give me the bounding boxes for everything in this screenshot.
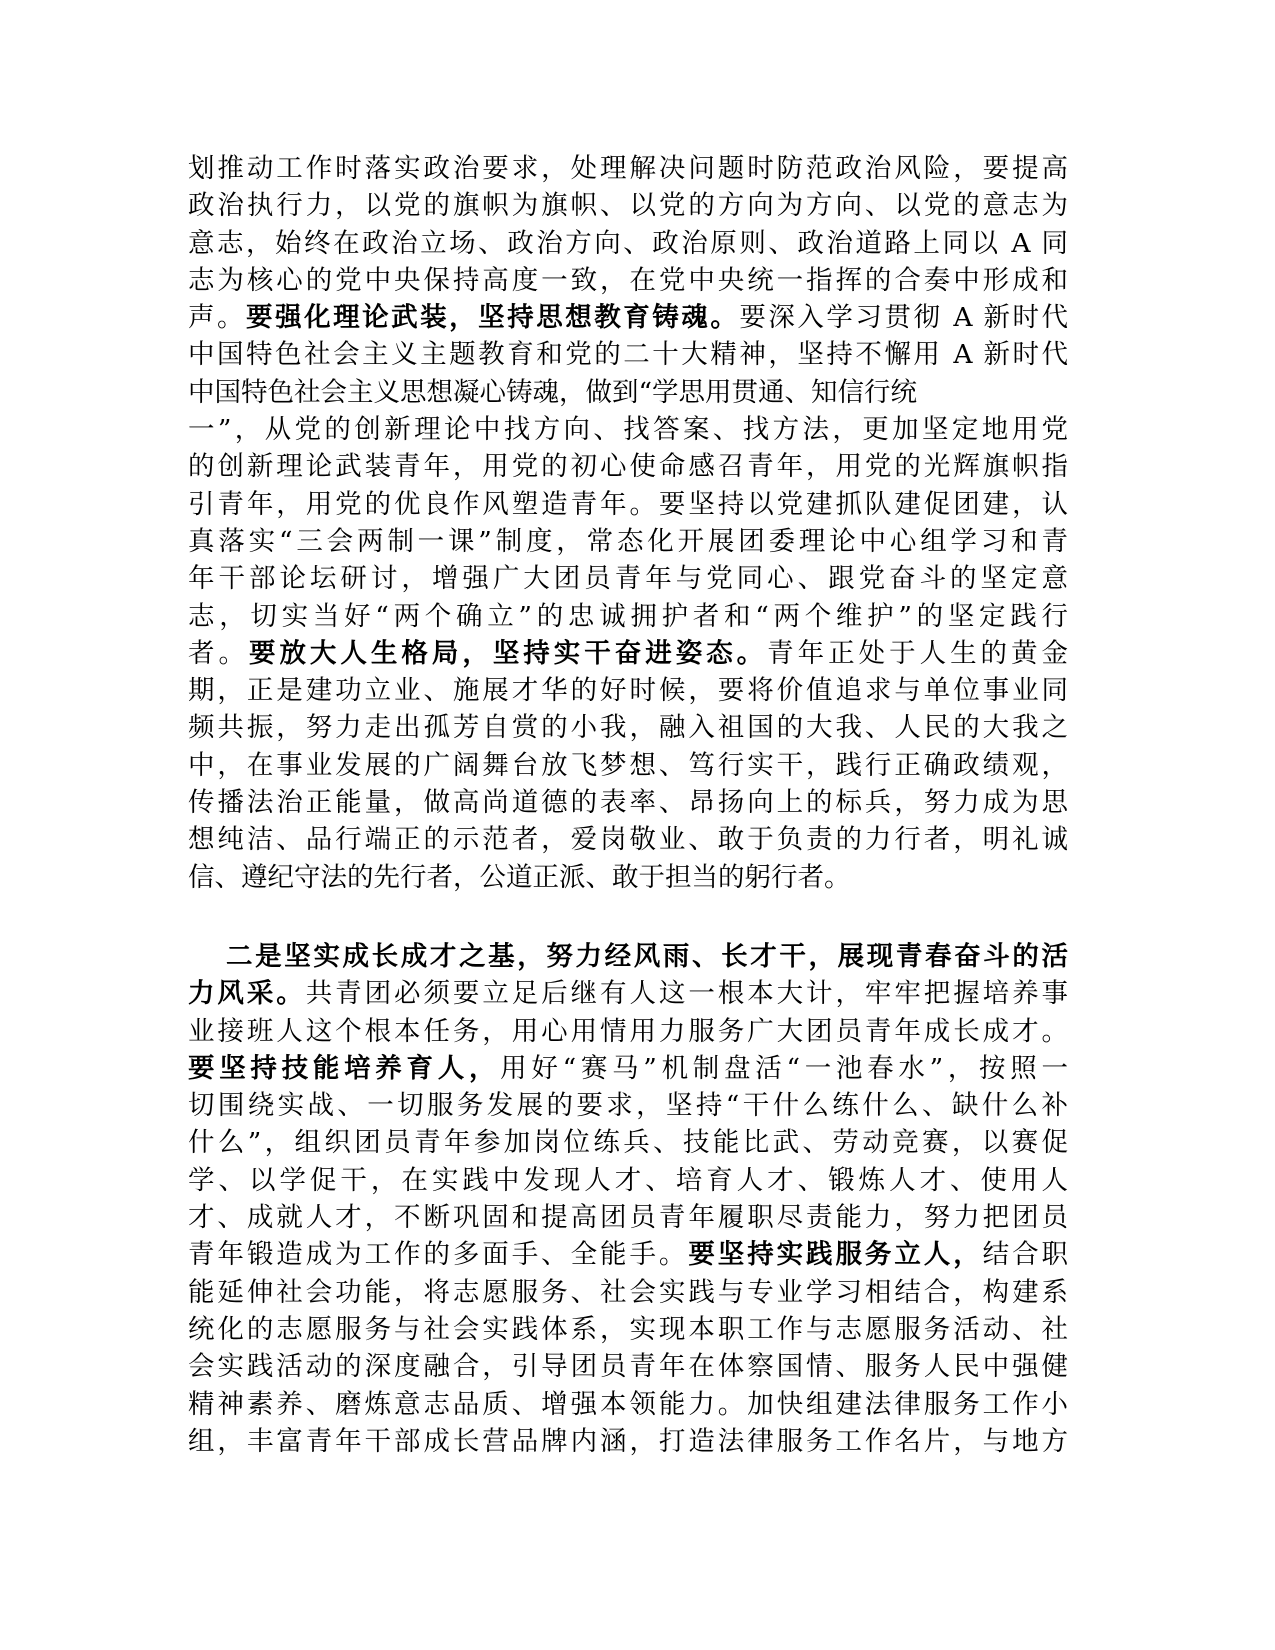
bold-heading: 二是坚实成长成才之基，努力经风雨、长才干，展现青春奋斗的活 <box>226 941 1068 972</box>
text-line: 切围绕实战、一切服务发展的要求，坚持“干什么练什么、缺什么补 <box>188 1090 1068 1122</box>
text-line: 者。要放大人生格局，坚持实干奋进姿态。青年正处于人生的黄金 <box>188 637 1069 669</box>
text-line: 力风采。共青团必须要立足后继有人这一根本大计，牢牢把握培养事 <box>188 978 1069 1010</box>
text-line: 声。要强化理论武装，坚持思想教育铸魂。要深入学习贯彻 A 新时代 <box>188 302 1069 334</box>
text-line: 志为核心的党中央保持高度一致，在党中央统一指挥的合奏中形成和 <box>188 264 1068 296</box>
text-line: 什么”，组织团员青年参加岗位练兵、技能比武、劳动竞赛，以赛促 <box>188 1127 1068 1159</box>
text-line: 信、遵纪守法的先行者，公道正派、敢于担当的躬行者。 <box>188 861 851 893</box>
text-line: 真落实“三会两制一课”制度，常态化开展团委理论中心组学习和青 <box>188 525 1068 557</box>
text-line: 频共振，努力走出孤芳自赏的小我，融入祖国的大我、人民的大我之 <box>188 712 1068 744</box>
text-line: 划推动工作时落实政治要求，处理解决问题时防范政治风险，要提高 <box>188 153 1068 184</box>
bold-heading: 力风采。 <box>188 978 306 1010</box>
text-line: 意志，始终在政治立场、政治方向、政治原则、政治道路上同以 A 同 <box>188 227 1068 259</box>
text-line: 统化的志愿服务与社会实践体系，实现本职工作与志愿服务活动、社 <box>188 1313 1068 1345</box>
text-line: 才、成就人才，不断巩固和提高团员青年履职尽责能力，努力把团员 <box>188 1202 1068 1234</box>
text-line: 想纯洁、品行端正的示范者，爱岗敬业、敢于负责的力行者，明礼诚 <box>188 824 1068 856</box>
text-line: 组，丰富青年干部成长营品牌内涵，打造法律服务工作名片，与地方 <box>188 1425 1068 1457</box>
text-line: 要坚持技能培养育人，用好“赛马”机制盘活“一池春水”，按照一 <box>188 1052 1068 1084</box>
text-line: 政治执行力，以党的旗帜为旗帜、以党的方向为方向、以党的意志为 <box>188 190 1068 222</box>
text-line: 年干部论坛研讨，增强广大团员青年与党同心、跟党奋斗的坚定意 <box>188 563 1068 595</box>
text-line: 引青年，用党的优良作风塑造青年。要坚持以党建抓队建促团建，认 <box>188 488 1068 520</box>
text-line: 精神素养、磨炼意志品质、增强本领能力。加快组建法律服务工作小 <box>188 1388 1068 1420</box>
text-line: 业接班人这个根本任务，用心用情用力服务广大团员青年成长成才。 <box>188 1015 1068 1047</box>
text-line: 中国特色社会主义主题教育和党的二十大精神，坚持不懈用 A 新时代 <box>188 339 1068 371</box>
paragraph-1 <box>188 150 1068 896</box>
text-line: 的创新理论武装青年，用党的初心使命感召青年，用党的光辉旗帜指 <box>188 451 1068 483</box>
bold-heading: 要强化理论武装，坚持思想教育铸魂。 <box>246 302 740 334</box>
text-line: 青年锻造成为工作的多面手、全能手。要坚持实践服务立人，结合职 <box>188 1239 1069 1271</box>
bold-heading: 要放大人生格局，坚持实干奋进姿态。 <box>248 637 768 669</box>
text-line: 学、以学促干，在实践中发现人才、培育人才、锻炼人才、使用人 <box>188 1164 1068 1196</box>
text-line: 中，在事业发展的广阔舞台放飞梦想、笃行实干，践行正确政绩观， <box>188 749 1068 781</box>
text-line: 中国特色社会主义思想凝心铸魂，做到“学思用贯通、知信行统 <box>188 376 918 408</box>
text-line: 一”，从党的创新理论中找方向、找答案、找方法，更加坚定地用党 <box>188 414 1068 446</box>
bold-heading: 要坚持技能培养育人， <box>188 1052 501 1084</box>
text-line: 志，切实当好“两个确立”的忠诚拥护者和“两个维护”的坚定践行 <box>188 600 1068 632</box>
bold-heading: 要坚持实践服务立人， <box>688 1239 983 1271</box>
text-line <box>188 938 1068 975</box>
text-line: 传播法治正能量，做高尚道德的表率、昂扬向上的标兵，努力成为思 <box>188 787 1068 819</box>
text-line: 会实践活动的深度融合，引导团员青年在体察国情、服务人民中强健 <box>188 1351 1068 1383</box>
paragraph-2 <box>188 938 1068 1460</box>
text-line: 能延伸社会功能，将志愿服务、社会实践与专业学习相结合，构建系 <box>188 1276 1068 1308</box>
text-line: 期，正是建功立业、施展才华的好时候，要将价值追求与单位事业同 <box>188 675 1068 707</box>
